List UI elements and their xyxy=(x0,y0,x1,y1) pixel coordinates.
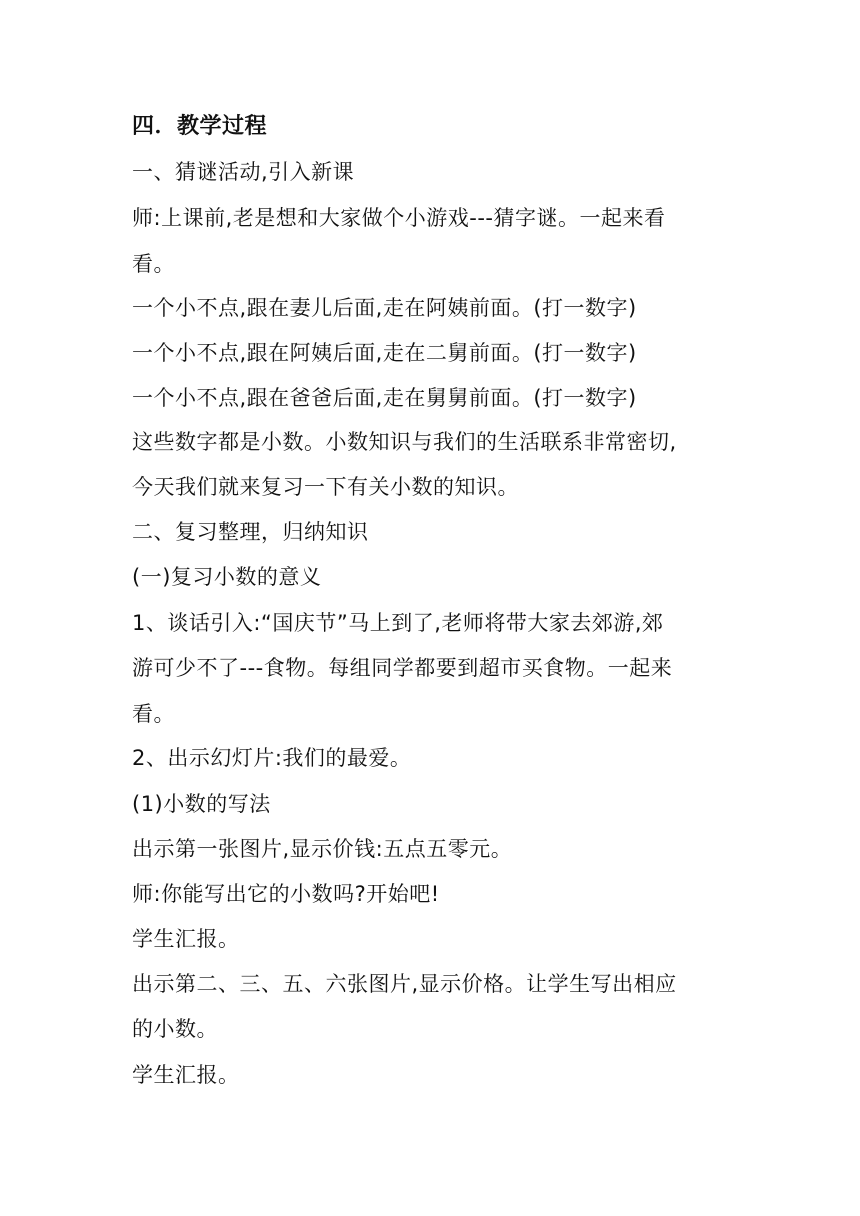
paragraph-line: 出示第一张图片,显示价钱:五点五零元。 xyxy=(132,837,513,861)
paragraph-line: 这些数字都是小数。小数知识与我们的生活联系非常密切, xyxy=(132,430,677,454)
riddle-line: 一个小不点,跟在妻儿后面,走在阿姨前面。(打一数字) xyxy=(132,296,637,320)
paragraph-line: 游可少不了---食物。每组同学都要到超市买食物。一起来 xyxy=(132,656,673,680)
paragraph-line: 2、出示幻灯片:我们的最爱。 xyxy=(132,746,412,770)
subsection-title: 一、猜谜活动,引入新课 xyxy=(132,160,355,184)
paragraph-line: 学生汇报。 xyxy=(132,927,240,951)
subsection-title: 二、复习整理，归纳知识 xyxy=(132,520,369,544)
section-heading: 四．教学过程 xyxy=(132,114,268,139)
paragraph-line: 的小数。 xyxy=(132,1017,218,1041)
paragraph-line: 看。 xyxy=(132,252,175,276)
paragraph-line: 师:你能写出它的小数吗?开始吧! xyxy=(132,882,440,906)
paragraph-line: 学生汇报。 xyxy=(132,1063,240,1087)
paragraph-line: 出示第二、三、五、六张图片,显示价格。让学生写出相应 xyxy=(132,972,677,996)
riddle-line: 一个小不点,跟在爸爸后面,走在舅舅前面。(打一数字) xyxy=(132,386,637,410)
paragraph-line: 今天我们就来复习一下有关小数的知识。 xyxy=(132,475,519,499)
subsection-title: (一)复习小数的意义 xyxy=(132,565,322,589)
riddle-line: 一个小不点,跟在阿姨后面,走在二舅前面。(打一数字) xyxy=(132,341,637,365)
paragraph-line: 师:上课前,老是想和大家做个小游戏---猜字谜。一起来看 xyxy=(132,206,666,230)
paragraph-line: 1、谈话引入:“国庆节”马上到了,老师将带大家去郊游,郊 xyxy=(132,611,664,635)
paragraph-line: 看。 xyxy=(132,702,175,726)
subsection-title: (1)小数的写法 xyxy=(132,792,271,816)
